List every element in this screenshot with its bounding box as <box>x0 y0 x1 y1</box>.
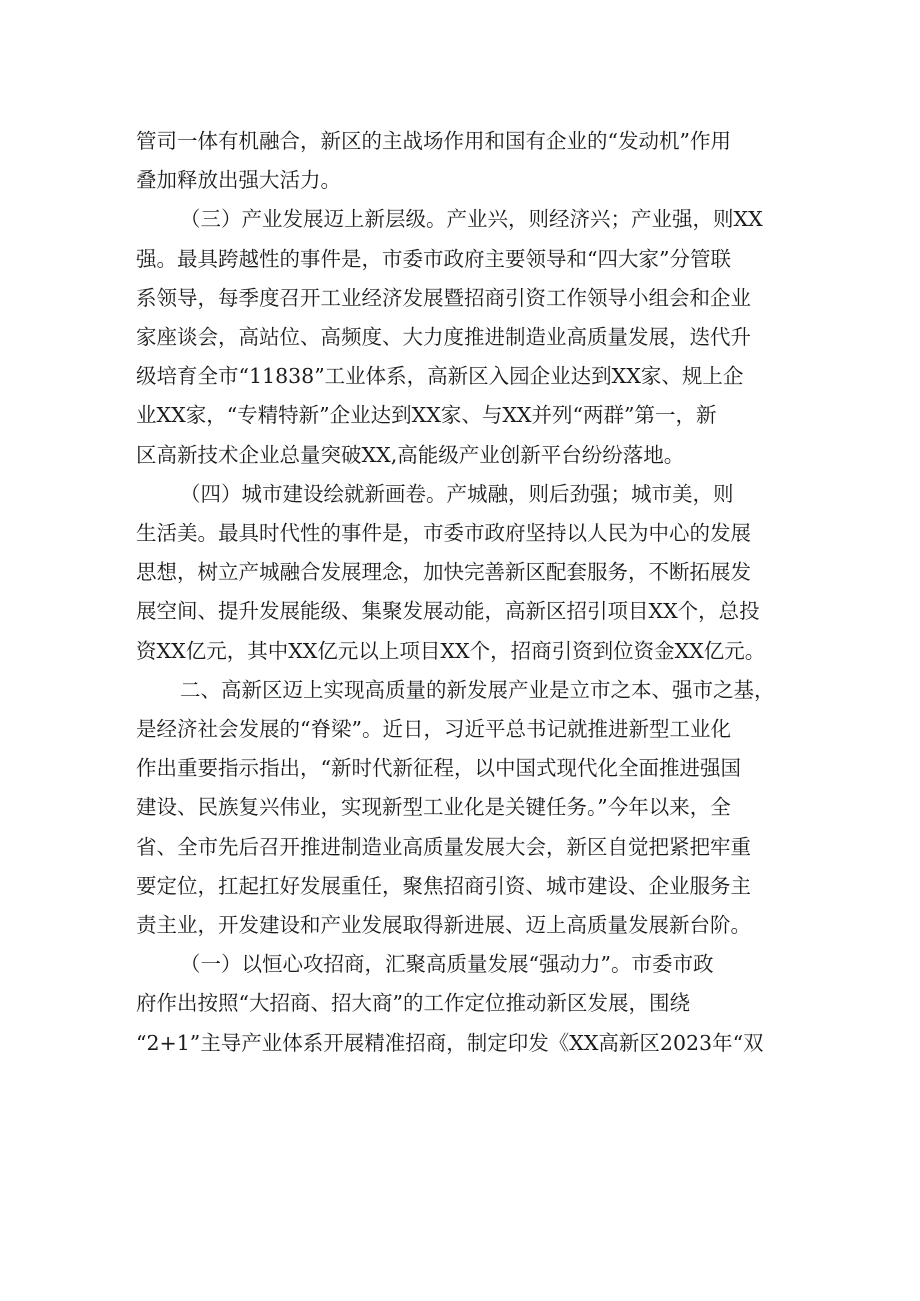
text-line: 系领导，每季度召开工业经济发展暨招商引资工作领导小组会和企业 <box>136 285 751 310</box>
text-line-first: （一）以恒心攻招商，汇聚高质量发展“强动力”。市委市政 <box>180 952 714 977</box>
paragraph-section-3 <box>136 200 796 474</box>
paragraph-section-4 <box>136 475 796 671</box>
text-line-first: （四）城市建设绘就新画卷。产城融，则后劲强；城市美，则 <box>180 481 734 506</box>
text-line: 作出重要指示指出，“新时代新征程，以中国式现代化全面推进强国 <box>136 756 741 781</box>
text-line: 省、全市先后召开推进制造业高质量发展大会，新区自觉把紧把牢重 <box>136 834 751 859</box>
paragraph-part-2 <box>136 671 796 945</box>
document-body <box>136 122 796 1063</box>
text-line: 生活美。最具时代性的事件是，市委市政府坚持以人民为中心的发展 <box>136 521 751 546</box>
text-line-first: （三）产业发展迈上新层级。产业兴，则经济兴；产业强，则XX <box>180 207 763 232</box>
text-line: 级培育全市“11838”工业体系，高新区入园企业达到XX家、规上企 <box>136 364 744 389</box>
text-line: 叠加释放出强大活力。 <box>136 168 341 193</box>
text-line: 资XX亿元，其中XX亿元以上项目XX个，招商引资到位资金XX亿元。 <box>136 638 766 663</box>
text-line: 家座谈会，高站位、高频度、大力度推进制造业高质量发展，迭代升 <box>136 325 751 350</box>
text-line: 建设、民族复兴伟业，实现新型工业化是关键任务。”今年以来，全 <box>136 795 731 820</box>
text-line: 思想，树立产城融合发展理念，加快完善新区配套服务，不断拓展发 <box>136 560 751 585</box>
text-line: 要定位，扛起扛好发展重任，聚焦招商引资、城市建设、企业服务主 <box>136 873 751 898</box>
paragraph-part-2-section-1 <box>136 945 796 1063</box>
text-line: 府作出按照“大招商、招大商”的工作定位推动新区发展，围绕 <box>136 991 690 1016</box>
text-line: 展空间、提升发展能级、集聚发展动能，高新区招引项目XX个，总投 <box>136 599 760 624</box>
text-line: 业XX家，“专精特新”企业达到XX家、与XX并列“两群”第一，新 <box>136 403 717 428</box>
paragraph-intro-continuation <box>136 122 796 200</box>
text-line: 是经济社会发展的“脊梁”。近日，习近平总书记就推进新型工业化 <box>136 717 731 742</box>
text-line: 管司一体有机融合，新区的主战场作用和国有企业的“发动机”作用 <box>136 129 731 153</box>
text-line-first: 二、高新区迈上实现高质量的新发展产业是立市之本、强市之基， <box>180 677 775 702</box>
text-line: 区高新技术企业总量突破XX,高能级产业创新平台纷纷落地。 <box>136 442 685 467</box>
text-line: “2+1”主导产业体系开展精准招商，制定印发《XX高新区2023年“双 <box>136 1030 764 1055</box>
text-line: 强。最具跨越性的事件是，市委市政府主要领导和“四大家”分管联 <box>136 246 731 271</box>
text-line: 责主业，开发建设和产业发展取得新进展、迈上高质量发展新台阶。 <box>136 913 751 938</box>
